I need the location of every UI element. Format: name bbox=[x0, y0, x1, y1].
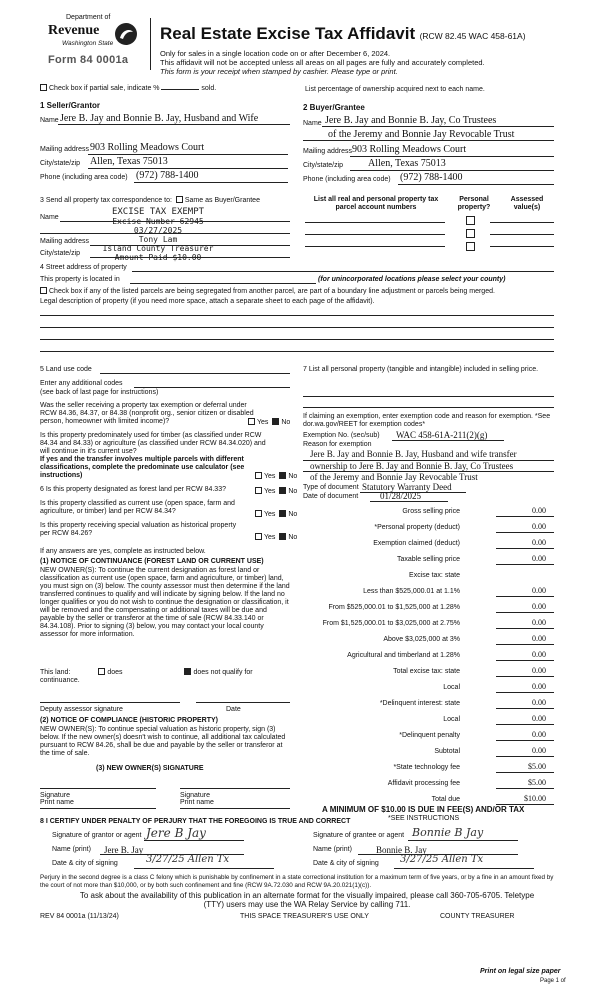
legal-desc-label: Legal description of property (if you need more space, attach a separate sheet to each page of the affidavit). bbox=[40, 298, 375, 305]
owner-sig-label-2: Signature bbox=[180, 792, 210, 799]
note-1: Only for sales in a single location code on or after December 6, 2024. bbox=[160, 49, 391, 58]
form-number: Form 84 0001a bbox=[48, 54, 129, 66]
exemption-question: Was the seller receiving a property tax exemption or deferral under RCW 84.36, 84.37, or 84.38 (nonprofit org., senior citizen or disabled person, homeowner with limited income)? bbox=[40, 402, 254, 425]
reason-input-3[interactable]: of the Jeremy and Bonnie Jay Revocable Trust bbox=[310, 472, 478, 482]
no-label: No bbox=[288, 534, 298, 541]
doc-date-input[interactable]: 01/28/2025 bbox=[380, 491, 422, 501]
calc-value[interactable]: $10.00 bbox=[524, 794, 546, 803]
calc-value-line bbox=[496, 660, 554, 661]
forest-yn bbox=[255, 487, 297, 496]
perjury-notice bbox=[40, 874, 554, 889]
title-rcw: (RCW 82.45 WAC 458-61A) bbox=[419, 31, 526, 41]
calc-value[interactable]: 0.00 bbox=[532, 586, 546, 595]
calc-value-line bbox=[496, 532, 554, 533]
deputy-date-label: Date bbox=[226, 706, 241, 713]
seller-phone-label: Phone (including area code) bbox=[40, 174, 128, 181]
stamp-line-4: Tony Lam bbox=[138, 235, 178, 244]
current-use-yn bbox=[255, 510, 297, 519]
current-use-yes-checkbox[interactable] bbox=[255, 510, 262, 517]
stamp-line-1: EXCISE TAX EXEMPT bbox=[111, 207, 205, 217]
yes-label: Yes bbox=[257, 419, 269, 426]
stamp-line-6: Amount Paid $10.00 bbox=[114, 253, 202, 262]
grantee-date-input[interactable]: 3/27/25 Allen Tx bbox=[400, 854, 484, 865]
continuance-label: continuance. bbox=[40, 677, 80, 684]
timber-no-checkbox[interactable] bbox=[279, 472, 286, 479]
calc-value[interactable]: 0.00 bbox=[532, 666, 546, 675]
notice-1-body: NEW OWNER(S): To continue the current designation as forest land or classification as current use (open space, farm and agriculture, or timber) land, you must sign on (3) below. The county assessor must then determine if the land transferred continues to qualify and will indicate by signing below. If the land no longer qualifies or you do not wish to continue the designation or classification, it will be removed and the compensating or additional taxes will be due and payable by the seller or transferor at the time of sale (RCW 84.33.140 or 84.34.108). Prior to signing (3) below, you may contact your local county assessor for more information. bbox=[40, 567, 290, 638]
calc-label: From $525,000.01 to $1,525,000 at 1.28% bbox=[328, 604, 460, 611]
seller-city-label: City/state/zip bbox=[40, 160, 81, 167]
calc-value[interactable]: 0.00 bbox=[532, 714, 546, 723]
calc-value-line bbox=[496, 644, 554, 645]
section3-city-label: City/state/zip bbox=[40, 250, 81, 257]
stamp-line-5: Island County Treasurer bbox=[102, 244, 214, 253]
personal-prop-head: Personal property? bbox=[457, 196, 491, 211]
calc-value-line bbox=[496, 788, 554, 789]
calc-value-line bbox=[496, 756, 554, 757]
segregated-checkbox[interactable] bbox=[40, 287, 47, 294]
calc-label: Subtotal bbox=[434, 748, 460, 755]
calc-value[interactable]: 0.00 bbox=[532, 538, 546, 547]
current-use-question: Is this property classified as current use (open space, farm and agriculture, or timber) land per RCW 84.34? bbox=[40, 500, 235, 515]
calc-label: Gross selling price bbox=[402, 508, 460, 515]
note-3: This form is your receipt when stamped by cashier. Please type or print. bbox=[160, 67, 398, 76]
exemption-yes-checkbox[interactable] bbox=[248, 418, 255, 425]
assessed-head: Assessed value(s) bbox=[510, 196, 544, 211]
grantee-signature[interactable]: Bonnie B Jay bbox=[412, 826, 484, 839]
seller-name-input[interactable]: Jere B. Jay and Bonnie B. Jay, Husband and Wife bbox=[60, 113, 259, 124]
doc-type-label: Type of document bbox=[303, 484, 359, 491]
no-label: No bbox=[288, 488, 298, 495]
section3-name-label: Name bbox=[40, 214, 59, 221]
calc-value[interactable]: 0.00 bbox=[532, 746, 546, 755]
buyer-phone-label: Phone (including area code) bbox=[303, 176, 391, 183]
calc-value-line bbox=[496, 708, 554, 709]
calc-value-line bbox=[496, 692, 554, 693]
calc-label: Local bbox=[443, 716, 460, 723]
buyer-mail-input[interactable]: 903 Rolling Meadows Court bbox=[352, 144, 467, 155]
grantee-date-label: Date & city of signing bbox=[313, 860, 379, 867]
section5-heading: 5 Land use code bbox=[40, 366, 92, 373]
calc-label: Agricultural and timberland at 1.28% bbox=[347, 652, 460, 659]
calc-value[interactable]: 0.00 bbox=[532, 602, 546, 611]
no-label: No bbox=[288, 511, 298, 518]
segregated-label: Check box if any of the listed parcels are being segregated from another parcel, are part of a boundary line adjustment or parcels being merged. bbox=[49, 288, 495, 295]
buyer-city-label: City/state/zip bbox=[303, 162, 344, 169]
see-instructions: *SEE INSTRUCTIONS bbox=[388, 815, 460, 822]
buyer-name-input-1[interactable]: Jere B. Jay and Bonnie B. Jay, Co Trustees bbox=[325, 115, 497, 126]
grantor-name-input[interactable]: Jere B. Jay bbox=[104, 845, 144, 855]
section3-heading bbox=[40, 196, 260, 205]
calc-value[interactable]: 0.00 bbox=[532, 618, 546, 627]
grantor-sig-label: Signature of grantor or agent bbox=[52, 832, 142, 839]
does-checkbox[interactable] bbox=[98, 668, 105, 675]
calc-value[interactable]: 0.00 bbox=[532, 730, 546, 739]
claim-exemption-text: If claiming an exemption, enter exemption code and reason for exemption. *See dor.wa.gov/REET for exemption codes* bbox=[303, 413, 551, 428]
grantor-date-label: Date & city of signing bbox=[52, 860, 118, 867]
calc-value-line bbox=[496, 596, 554, 597]
calc-value-line bbox=[496, 772, 554, 773]
calc-value[interactable]: 0.00 bbox=[532, 506, 546, 515]
forest-yes-checkbox[interactable] bbox=[255, 487, 262, 494]
owner-print-label-2: Print name bbox=[180, 799, 214, 806]
timber-question: Is this property predominately used for timber (as classified under RCW 84.34 and 84.33) or agriculture (as classified under RCW 84.34.020) and will continue in it's current use? bbox=[40, 432, 266, 455]
doc-date-label: Date of document bbox=[303, 493, 359, 500]
notice-2-body: NEW OWNER(S): To continue special valuation as historic property, sign (3) below. If the new owner(s) doesn't wish to continue, all additional tax calculated pursuant to RCW 84.26, shall be due and payable by the seller or transferor at the time of sale. bbox=[40, 726, 286, 757]
seller-phone-input[interactable]: (972) 788-1400 bbox=[136, 170, 199, 181]
does-not-label: does not qualify for bbox=[193, 669, 253, 676]
section3-mail-label: Mailing address bbox=[40, 238, 90, 245]
logo-revenue: Revenue bbox=[48, 23, 100, 38]
calc-value-line bbox=[496, 548, 554, 549]
partial-sale-label: Check box if partial sale, indicate % bbox=[49, 85, 160, 92]
does-not-checkbox[interactable] bbox=[184, 668, 191, 675]
no-label: No bbox=[288, 473, 298, 480]
county-treasurer: COUNTY TREASURER bbox=[440, 913, 515, 920]
buyer-heading: 2 Buyer/Grantee bbox=[303, 103, 365, 112]
calc-label: Above $3,025,000 at 3% bbox=[383, 636, 460, 643]
calc-label: Taxable selling price bbox=[396, 556, 460, 563]
this-land-label: This land: bbox=[40, 669, 71, 676]
same-as-buyer-label: Same as Buyer/Grantee bbox=[184, 197, 260, 204]
reason-input-2[interactable]: ownership to Jere B. Jay and Bonnie B. Jay, Co Trustees bbox=[310, 461, 514, 471]
historic-yn bbox=[255, 533, 297, 542]
section4-heading: 4 Street address of property bbox=[40, 264, 127, 271]
calc-value-line bbox=[496, 676, 554, 677]
buyer-city-input[interactable]: Allen, Texas 75013 bbox=[368, 158, 446, 169]
legal-paper-note: Print on legal size paper bbox=[480, 968, 561, 975]
note-2: This affidavit will not be accepted unless all areas on all pages are fully and accurately completed. bbox=[160, 58, 485, 67]
calc-label: Total due bbox=[431, 796, 460, 803]
calc-label: *State technology fee bbox=[393, 764, 460, 771]
calc-value-line bbox=[496, 740, 554, 741]
calc-label: Local bbox=[443, 684, 460, 691]
calc-value[interactable]: $5.00 bbox=[528, 762, 546, 771]
calc-value[interactable]: 0.00 bbox=[532, 634, 546, 643]
yes-label: Yes bbox=[264, 473, 276, 480]
seller-mail-label: Mailing address bbox=[40, 146, 90, 153]
calc-label: Less than $525,000.01 at 1.1% bbox=[363, 588, 460, 595]
section8-heading: 8 I CERTIFY UNDER PENALTY OF PERJURY THAT THE FOREGOING IS TRUE AND CORRECT bbox=[40, 818, 351, 825]
personal-prop-checkbox-3[interactable] bbox=[466, 242, 475, 251]
stamp-line-2: Excise Number 62945 bbox=[112, 217, 204, 226]
calc-value-line bbox=[496, 724, 554, 725]
grantee-name-input[interactable]: Bonnie B. Jay bbox=[376, 845, 427, 855]
calc-label: *Personal property (deduct) bbox=[374, 524, 460, 531]
section3-heading-text: 3 Send all property tax correspondence to: bbox=[40, 197, 172, 204]
timber-question-b: If yes and the transfer involves multiple parcels with different classifications, complete the predominate use calculator (see instructions) bbox=[40, 456, 245, 479]
does-label: does bbox=[107, 669, 123, 676]
historic-question: Is this property receiving special valuation as historical property per RCW 84.26? bbox=[40, 522, 237, 537]
logo-state: Washington State bbox=[62, 40, 114, 47]
sold-label: sold. bbox=[201, 85, 217, 92]
calc-value-line bbox=[496, 516, 554, 517]
additional-codes-label: Enter any additional codes bbox=[40, 380, 123, 387]
seller-name-label: Name bbox=[40, 117, 59, 124]
dor-logo bbox=[40, 10, 144, 76]
ownership-note: List percentage of ownership acquired next to each name. bbox=[305, 86, 485, 93]
perjury-text: Perjury in the second degree is a class C felony which is punishable by confinement in a state correctional institution for a maximum term of five years, or by a fine in an amount fixed by the court of not more than $10,000, or by both such confinement and fine (RCW 9A.72.030 and RCW 9A.20.021(1)(c)). bbox=[40, 874, 554, 889]
minimum-due-note: A MINIMUM OF $10.00 IS DUE IN FEE(S) AND/OR TAX bbox=[322, 805, 525, 814]
calc-label: *Delinquent interest: state bbox=[379, 700, 460, 707]
calc-label: Total excise tax: state bbox=[393, 668, 460, 675]
unincorporated-note: (for unincorporated locations please select your county) bbox=[318, 276, 506, 283]
deputy-sig-label: Deputy assessor signature bbox=[40, 706, 123, 713]
buyer-name-input-2[interactable]: of the Jeremy and Bonnie Jay Revocable Trust bbox=[328, 129, 515, 140]
timber-yn bbox=[255, 472, 297, 481]
stamp-line-3: 03/27/2025 bbox=[133, 226, 183, 235]
timber-yes-checkbox[interactable] bbox=[255, 472, 262, 479]
excise-exempt-stamp bbox=[98, 208, 218, 262]
partial-sale-row bbox=[40, 84, 216, 93]
grantee-name-label: Name (print) bbox=[313, 846, 352, 853]
calc-label: Exemption claimed (deduct) bbox=[373, 540, 460, 547]
buyer-name-label: Name bbox=[303, 120, 322, 127]
exemption-yn bbox=[248, 418, 290, 427]
notice-3-heading: (3) NEW OWNER(S) SIGNATURE bbox=[96, 765, 204, 772]
calc-value[interactable]: 0.00 bbox=[532, 554, 546, 563]
section7-heading: 7 List all personal property (tangible and intangible) included in selling price. bbox=[303, 366, 539, 373]
notice-1-heading: (1) NOTICE OF CONTINUANCE (FOREST LAND OR CURRENT USE) bbox=[40, 558, 264, 565]
calc-label: Affidavit processing fee bbox=[387, 780, 460, 787]
this-land-row bbox=[40, 668, 290, 677]
current-use-no-checkbox[interactable] bbox=[279, 510, 286, 517]
calc-value[interactable]: 0.00 bbox=[532, 522, 546, 531]
section6-heading: 6 Is this property designated as forest land per RCW 84.33? bbox=[40, 486, 226, 493]
seller-heading: 1 Seller/Grantor bbox=[40, 101, 101, 110]
exemption-no-checkbox[interactable] bbox=[272, 418, 279, 425]
partial-sale-checkbox[interactable] bbox=[40, 84, 47, 91]
calc-value-line bbox=[496, 612, 554, 613]
seller-mail-input[interactable]: 903 Rolling Meadows Court bbox=[90, 142, 205, 153]
treasurer-use-only: THIS SPACE TREASURER'S USE ONLY bbox=[240, 913, 369, 920]
doc-type-input[interactable]: Statutory Warranty Deed bbox=[362, 482, 452, 492]
calc-value[interactable]: 0.00 bbox=[532, 650, 546, 659]
reason-input-1[interactable]: Jere B. Jay and Bonnie B. Jay, Husband and wife transfer bbox=[310, 449, 517, 459]
grantor-date-input[interactable]: 3/27/25 Allen Tx bbox=[146, 854, 230, 865]
form-revision: REV 84 0001a (11/13/24) bbox=[40, 913, 119, 920]
calc-value[interactable]: 0.00 bbox=[532, 682, 546, 691]
calc-value[interactable]: 0.00 bbox=[532, 698, 546, 707]
yes-label: Yes bbox=[264, 488, 276, 495]
parcel-head: List all real and personal property tax parcel account numbers bbox=[313, 196, 439, 211]
personal-prop-checkbox-1[interactable] bbox=[466, 216, 475, 225]
codes-note: (see back of last page for instructions) bbox=[40, 389, 159, 396]
calc-value-line bbox=[496, 628, 554, 629]
calc-label: Excise tax: state bbox=[409, 572, 460, 579]
revenue-logo-icon bbox=[114, 22, 138, 46]
alt-format-notice: To ask about the availability of this publication in an alternate format for the visually impaired, please call 360-705-6705. Teletype (TTY) users may use the WA Relay Service by calling 711. bbox=[79, 891, 535, 909]
segregated-row bbox=[40, 287, 495, 296]
if-yes-note: If any answers are yes, complete as instructed below. bbox=[40, 548, 206, 555]
seller-city-input[interactable]: Allen, Texas 75013 bbox=[90, 156, 168, 167]
logo-dept: Department of bbox=[66, 14, 111, 21]
owner-sig-label-1: Signature bbox=[40, 792, 70, 799]
calc-label: From $1,525,000.01 to $3,025,000 at 2.75% bbox=[322, 620, 460, 627]
exemption-no-input[interactable]: WAC 458-61A-211(2)(g) bbox=[396, 430, 488, 440]
located-label: This property is located in bbox=[40, 276, 120, 283]
notice-2-heading: (2) NOTICE OF COMPLIANCE (HISTORIC PROPERTY) bbox=[40, 717, 218, 724]
form-title bbox=[160, 24, 526, 44]
same-as-buyer-checkbox[interactable] bbox=[176, 196, 183, 203]
calc-value-line bbox=[496, 564, 554, 565]
historic-yes-checkbox[interactable] bbox=[255, 533, 262, 540]
header-divider bbox=[150, 18, 151, 70]
grantor-name-label: Name (print) bbox=[52, 846, 91, 853]
grantor-signature[interactable]: Jere B Jay bbox=[146, 826, 206, 840]
forest-no-checkbox[interactable] bbox=[279, 487, 286, 494]
personal-prop-checkbox-2[interactable] bbox=[466, 229, 475, 238]
yes-label: Yes bbox=[264, 511, 276, 518]
page-number: Page 1 of bbox=[540, 978, 566, 984]
yes-label: Yes bbox=[264, 534, 276, 541]
calc-label: *Delinquent penalty bbox=[399, 732, 460, 739]
title-text: Real Estate Excise Tax Affidavit bbox=[160, 24, 416, 43]
no-label: No bbox=[281, 419, 291, 426]
historic-no-checkbox[interactable] bbox=[279, 533, 286, 540]
grantee-sig-label: Signature of grantee or agent bbox=[313, 832, 405, 839]
calc-value[interactable]: $5.00 bbox=[528, 778, 546, 787]
owner-print-label-1: Print name bbox=[40, 799, 74, 806]
buyer-mail-label: Mailing address bbox=[303, 148, 353, 155]
buyer-phone-input[interactable]: (972) 788-1400 bbox=[400, 172, 463, 183]
reason-label: Reason for exemption bbox=[303, 441, 372, 448]
exemption-no-label: Exemption No. (sec/sub) bbox=[303, 432, 380, 439]
